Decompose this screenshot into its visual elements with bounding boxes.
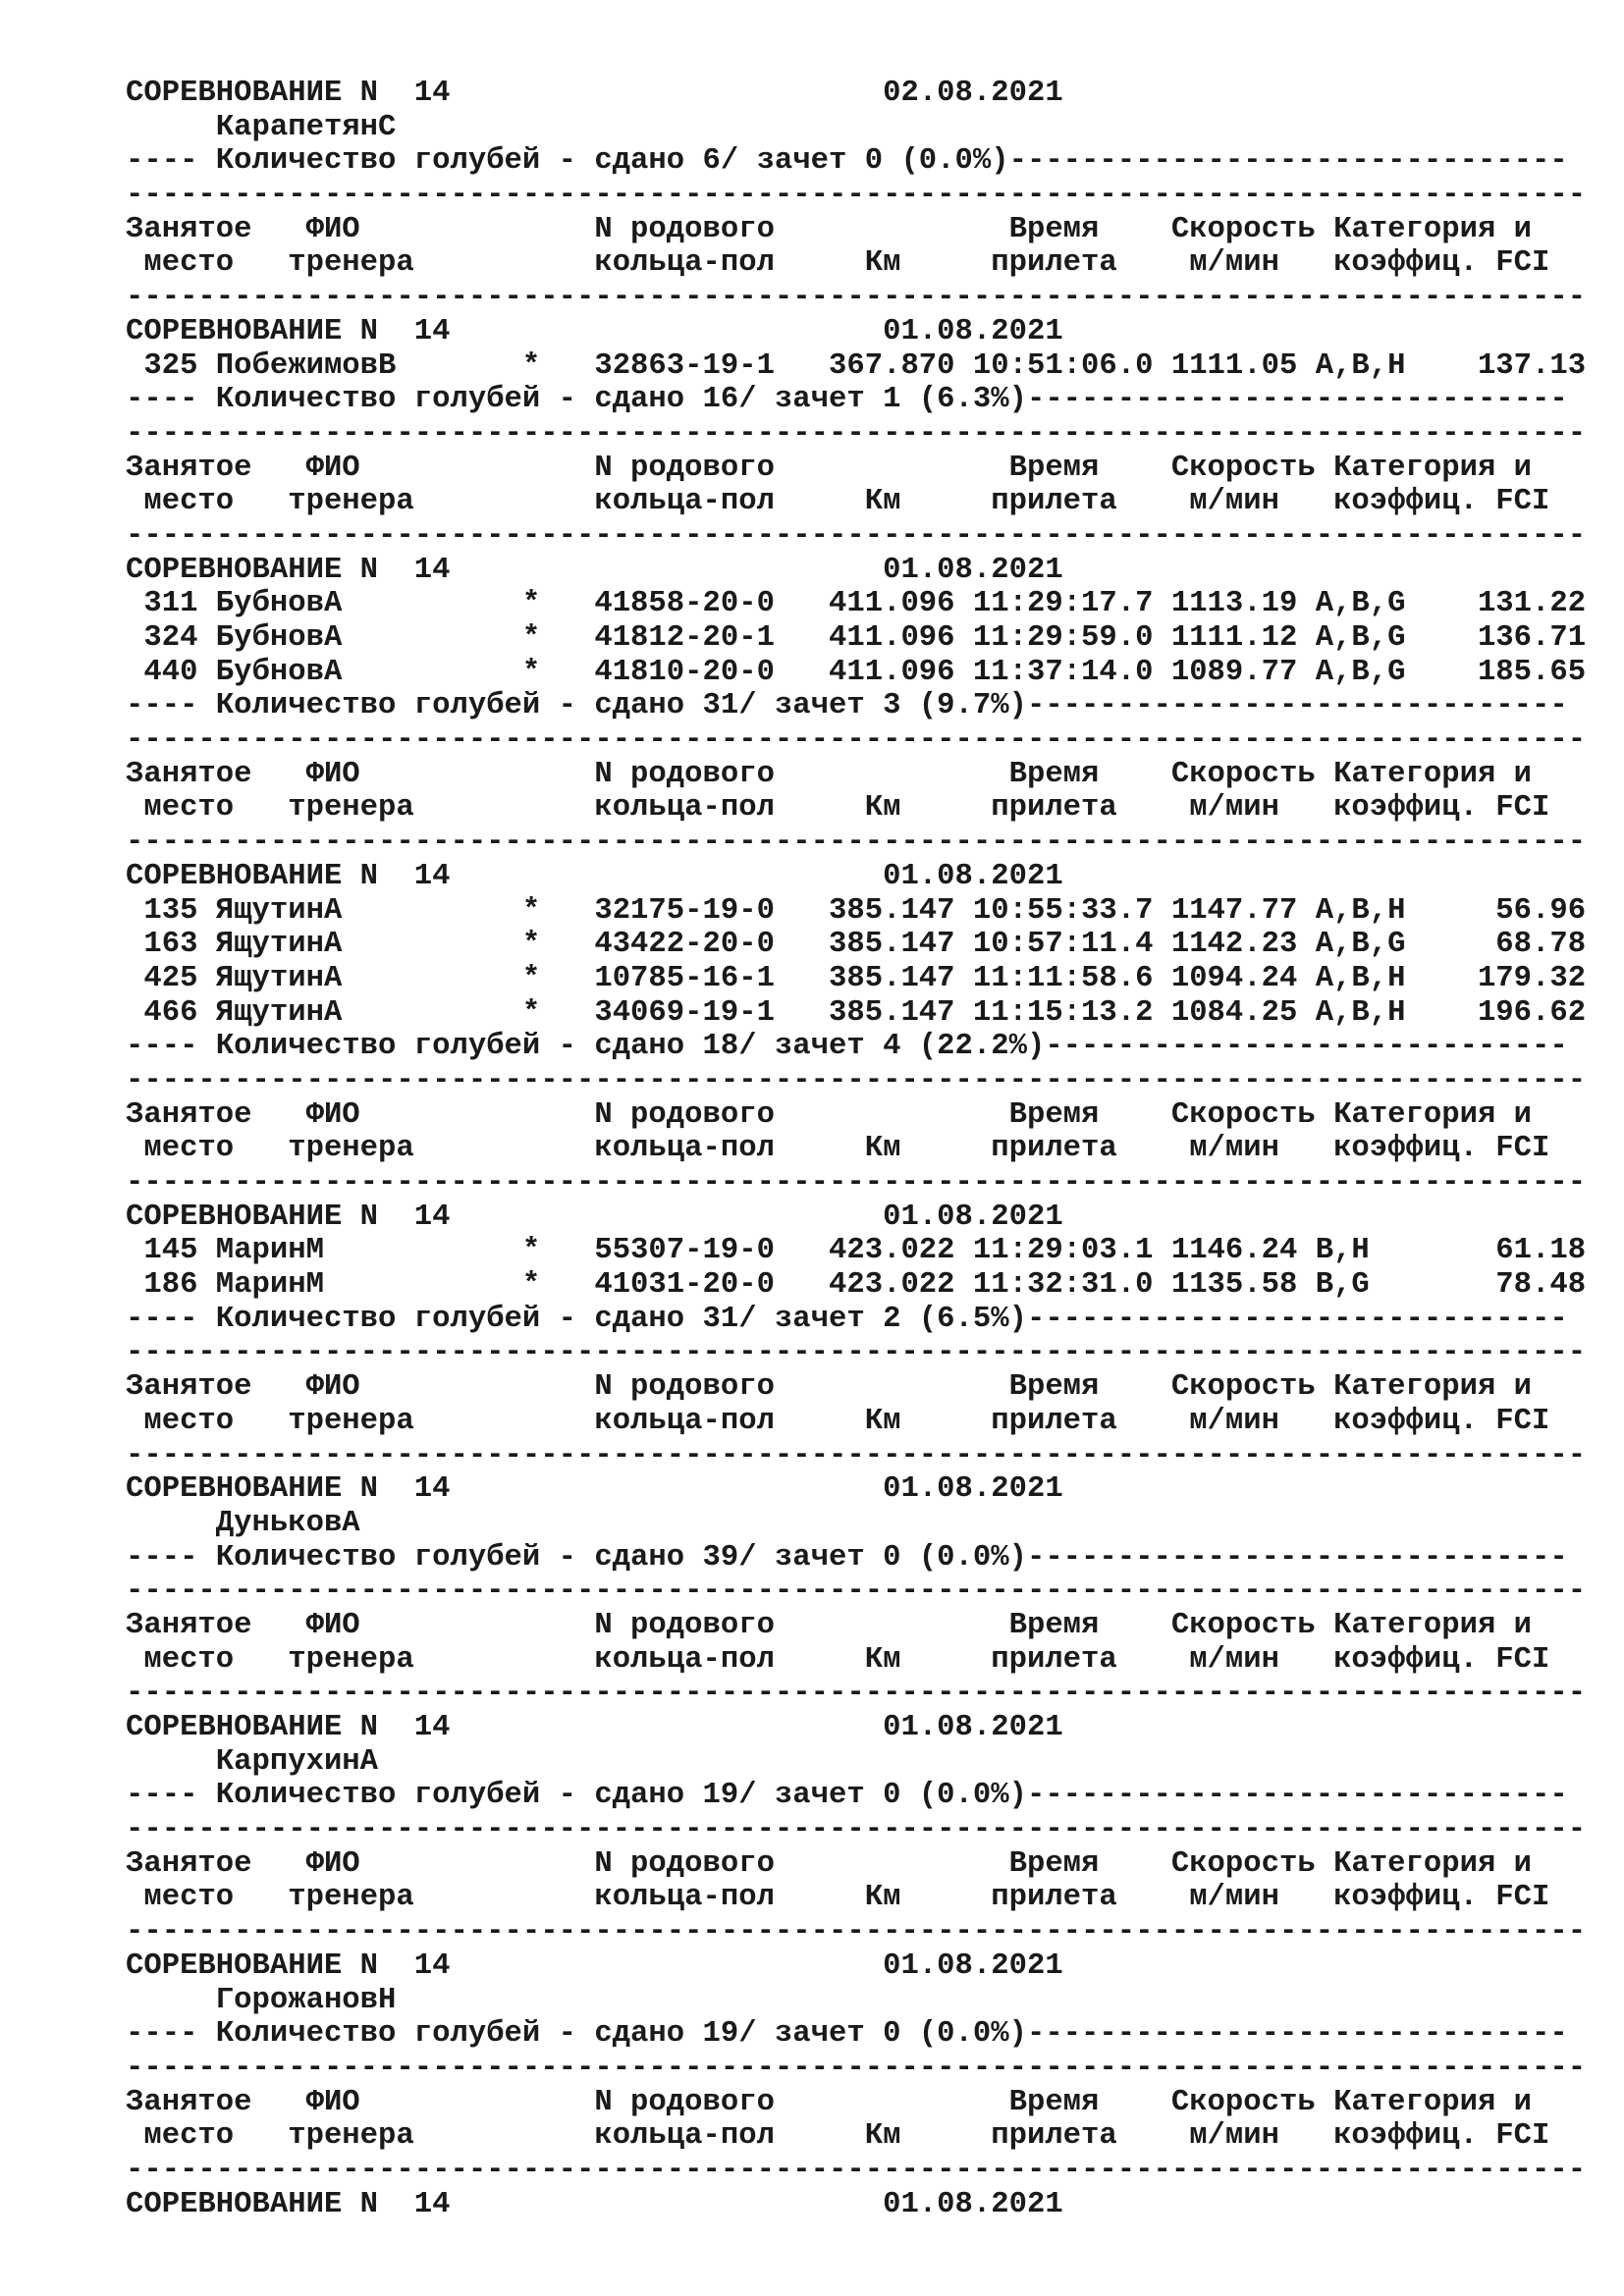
column-header-line: место тренера кольца-пол Км прилета м/мин коэффиц. FCI: [126, 246, 1550, 281]
competition-header-line: СОРЕВНОВАНИЕ N 14 01.08.2021: [126, 1200, 1063, 1234]
result-row: 135 ЯщутинА * 32175-19-0 385.147 10:55:33.7 1147.77 A,B,H 56.96: [126, 893, 1587, 928]
divider-line: ---------------------------------------------------------------------------------: [126, 281, 1587, 315]
competition-header-line: СОРЕВНОВАНИЕ N 14 01.08.2021: [126, 1711, 1063, 1744]
column-header-line: место тренера кольца-пол Км прилета м/мин коэффиц. FCI: [126, 1132, 1550, 1166]
divider-line: ---------------------------------------------------------------------------------: [126, 2051, 1587, 2085]
competition-header-line: СОРЕВНОВАНИЕ N 14 01.08.2021: [126, 314, 1063, 348]
column-header-line: место тренера кольца-пол Км прилета м/мин коэффиц. FCI: [126, 1881, 1550, 1915]
divider-line: ---------------------------------------------------------------------------------: [126, 1336, 1587, 1370]
competition-header-line: СОРЕВНОВАНИЕ N 14 01.08.2021: [126, 1949, 1063, 1983]
column-header-line: место тренера кольца-пол Км прилета м/мин коэффиц. FCI: [126, 1404, 1550, 1438]
divider-line: ---------------------------------------------------------------------------------: [126, 2153, 1587, 2187]
divider-line: ---------------------------------------------------------------------------------: [126, 518, 1587, 553]
column-header-line: место тренера кольца-пол Км прилета м/мин коэффиц. FCI: [126, 1642, 1550, 1677]
column-header-line: Занятое ФИО N родового Время Скорость Категория и: [126, 2085, 1533, 2119]
column-header-line: Занятое ФИО N родового Время Скорость Категория и: [126, 1846, 1533, 1881]
column-header-line: место тренера кольца-пол Км прилета м/мин коэффиц. FCI: [126, 485, 1550, 519]
column-header-line: место тренера кольца-пол Км прилета м/мин коэффиц. FCI: [126, 791, 1550, 826]
pigeon-count-summary-line: ---- Количество голубей - сдано 31/ зачет 2 (6.5%)------------------------------: [126, 1302, 1568, 1336]
trainer-name-line: КарапетянС: [126, 110, 397, 144]
trainer-name-line: ГорожановН: [126, 1983, 397, 2017]
result-row: 324 БубновА * 41812-20-1 411.096 11:29:59.0 1111.12 A,B,G 136.71: [126, 621, 1587, 655]
race-results-report: [126, 77, 1586, 2221]
result-row: 311 БубновА * 41858-20-0 411.096 11:29:17.7 1113.19 A,B,G 131.22: [126, 587, 1587, 621]
column-header-line: Занятое ФИО N родового Время Скорость Категория и: [126, 757, 1533, 791]
column-header-line: Занятое ФИО N родового Время Скорость Категория и: [126, 1097, 1533, 1132]
pigeon-count-summary-line: ---- Количество голубей - сдано 6/ зачет 0 (0.0%)-------------------------------: [126, 144, 1568, 179]
column-header-line: место тренера кольца-пол Км прилета м/мин коэффиц. FCI: [126, 2119, 1550, 2154]
divider-line: ---------------------------------------------------------------------------------: [126, 1813, 1587, 1847]
pigeon-count-summary-line: ---- Количество голубей - сдано 39/ зачет 0 (0.0%)------------------------------: [126, 1540, 1568, 1575]
divider-line: ---------------------------------------------------------------------------------: [126, 826, 1587, 860]
divider-line: ---------------------------------------------------------------------------------: [126, 1677, 1587, 1711]
trainer-name-line: КарпухинА: [126, 1744, 379, 1779]
divider-line: ---------------------------------------------------------------------------------: [126, 1915, 1587, 1949]
pigeon-count-summary-line: ---- Количество голубей - сдано 31/ зачет 3 (9.7%)------------------------------: [126, 689, 1568, 723]
competition-header-line: СОРЕВНОВАНИЕ N 14 01.08.2021: [126, 1472, 1063, 1507]
pigeon-count-summary-line: ---- Количество голубей - сдано 16/ зачет 1 (6.3%)------------------------------: [126, 383, 1568, 417]
result-row: 163 ЯщутинА * 43422-20-0 385.147 10:57:11.4 1142.23 A,B,G 68.78: [126, 928, 1587, 962]
column-header-line: Занятое ФИО N родового Время Скорость Категория и: [126, 451, 1533, 485]
column-header-line: Занятое ФИО N родового Время Скорость Категория и: [126, 1370, 1533, 1405]
result-row: 425 ЯщутинА * 10785-16-1 385.147 11:11:58.6 1094.24 A,B,H 179.32: [126, 961, 1587, 995]
result-row: 440 БубновА * 41810-20-0 411.096 11:37:14.0 1089.77 A,B,G 185.65: [126, 655, 1587, 689]
pigeon-count-summary-line: ---- Количество голубей - сдано 18/ зачет 4 (22.2%)-----------------------------: [126, 1030, 1568, 1064]
divider-line: ---------------------------------------------------------------------------------: [126, 179, 1587, 213]
competition-header-line: СОРЕВНОВАНИЕ N 14 02.08.2021: [126, 77, 1063, 110]
divider-line: ---------------------------------------------------------------------------------: [126, 1166, 1587, 1200]
result-row: 186 МаринМ * 41031-20-0 423.022 11:32:31.0 1135.58 B,G 78.48: [126, 1268, 1587, 1303]
result-row: 466 ЯщутинА * 34069-19-1 385.147 11:15:13.2 1084.25 A,B,H 196.62: [126, 995, 1587, 1030]
competition-header-line: СОРЕВНОВАНИЕ N 14 01.08.2021: [126, 2187, 1063, 2221]
result-row: 325 ПобежимовВ * 32863-19-1 367.870 10:51:06.0 1111.05 A,B,H 137.13: [126, 348, 1587, 383]
divider-line: ---------------------------------------------------------------------------------: [126, 1575, 1587, 1609]
competition-header-line: СОРЕВНОВАНИЕ N 14 01.08.2021: [126, 553, 1063, 587]
trainer-name-line: ДуньковА: [126, 1506, 360, 1540]
column-header-line: Занятое ФИО N родового Время Скорость Категория и: [126, 1608, 1533, 1642]
divider-line: ---------------------------------------------------------------------------------: [126, 1438, 1587, 1472]
divider-line: ---------------------------------------------------------------------------------: [126, 1063, 1587, 1097]
pigeon-count-summary-line: ---- Количество голубей - сдано 19/ зачет 0 (0.0%)------------------------------: [126, 2017, 1568, 2052]
competition-header-line: СОРЕВНОВАНИЕ N 14 01.08.2021: [126, 859, 1063, 893]
result-row: 145 МаринМ * 55307-19-0 423.022 11:29:03.1 1146.24 B,H 61.18: [126, 1234, 1587, 1268]
divider-line: ---------------------------------------------------------------------------------: [126, 416, 1587, 451]
column-header-line: Занятое ФИО N родового Время Скорость Категория и: [126, 212, 1533, 246]
divider-line: ---------------------------------------------------------------------------------: [126, 723, 1587, 758]
pigeon-count-summary-line: ---- Количество голубей - сдано 19/ зачет 0 (0.0%)------------------------------: [126, 1779, 1568, 1813]
